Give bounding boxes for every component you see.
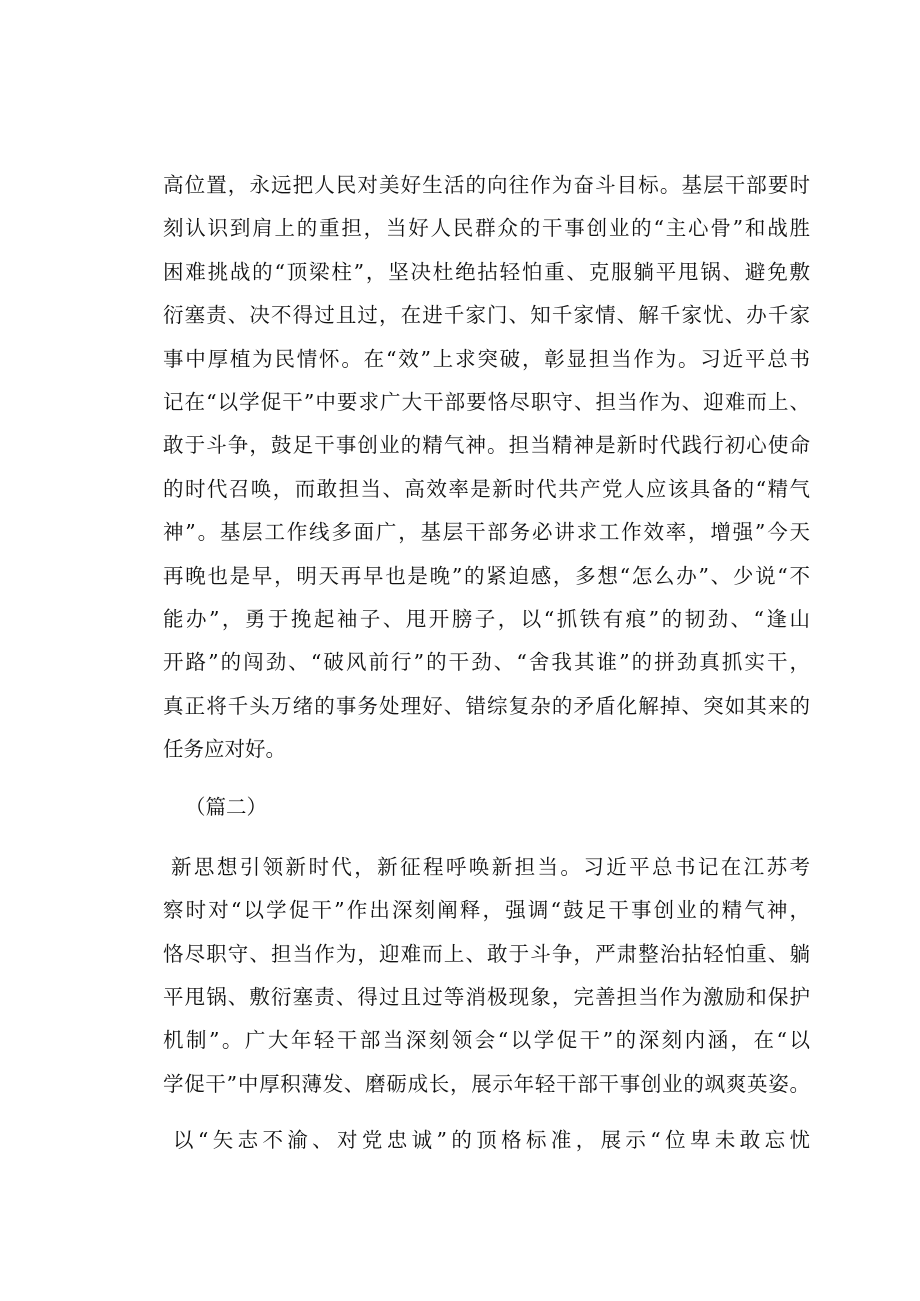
text-line: 真正将千头万绪的事务处理好、错综复杂的矛盾化解掉、突如其来的 [163, 693, 810, 718]
text-line: 记在“以学促干”中要求广大干部要恪尽职守、担当作为、迎难而上、 [163, 390, 810, 414]
text-line: 学促干”中厚积薄发、磨砺成长，展示年轻干部干事创业的飒爽英姿。 [163, 1071, 810, 1096]
text-line: 困难挑战的“顶梁柱”，坚决杜绝拈轻怕重、克服躺平甩锅、避免敷 [163, 259, 810, 284]
text-line: 新思想引领新时代，新征程呼唤新担当。习近平总书记在江苏考 [171, 855, 810, 879]
text-line: 的时代召唤，而敢担当、高效率是新时代共产党人应该具备的“精气 [163, 476, 810, 501]
text-line: 高位置，永远把人民对美好生活的向往作为奋斗目标。基层干部要时 [163, 173, 810, 197]
text-line: 衍塞责、决不得过且过，在进千家门、知千家情、解千家忧、办千家 [163, 303, 810, 328]
text-line: 察时对“以学促干”作出深刻阐释，强调“鼓足干事创业的精气神， [163, 898, 810, 923]
text-line: 刻认识到肩上的重担，当好人民群众的干事创业的“主心骨”和战胜 [163, 216, 810, 241]
text-line: 机制”。广大年轻干部当深刻领会“以学促干”的深刻内涵，在“以 [163, 1028, 810, 1053]
text-line: 敢于斗争，鼓足干事创业的精气神。担当精神是新时代践行初心使命 [163, 433, 810, 458]
text-line: 以“矢志不渝、对党忠诚”的顶格标准，展示“位卑未敢忘忧 [173, 1128, 810, 1152]
text-line: 任务应对好。 [163, 737, 286, 762]
text-line: 再晚也是早，明天再早也是晚”的紧迫感，多想“怎么办”、少说“不 [163, 563, 810, 588]
text-line: 恪尽职守、担当作为，迎难而上、敢于斗争，严肃整治拈轻怕重、躺 [163, 941, 810, 966]
text-line: 事中厚植为民情怀。在“效”上求突破，彰显担当作为。习近平总书 [163, 346, 810, 371]
text-line: 能办”，勇于挽起袖子、甩开膀子，以“抓铁有痕”的韧劲、“逢山 [163, 607, 810, 631]
text-line: 神”。基层工作线多面广，基层干部务必讲求工作效率，增强”今天 [163, 520, 810, 545]
section-heading: （篇二） [185, 795, 267, 819]
text-line: 平甩锅、敷衍塞责、得过且过等消极现象，完善担当作为激励和保护 [163, 984, 810, 1009]
text-line: 开路”的闯劲、“破风前行”的干劲、“舍我其谁”的拼劲真抓实干， [163, 650, 810, 675]
